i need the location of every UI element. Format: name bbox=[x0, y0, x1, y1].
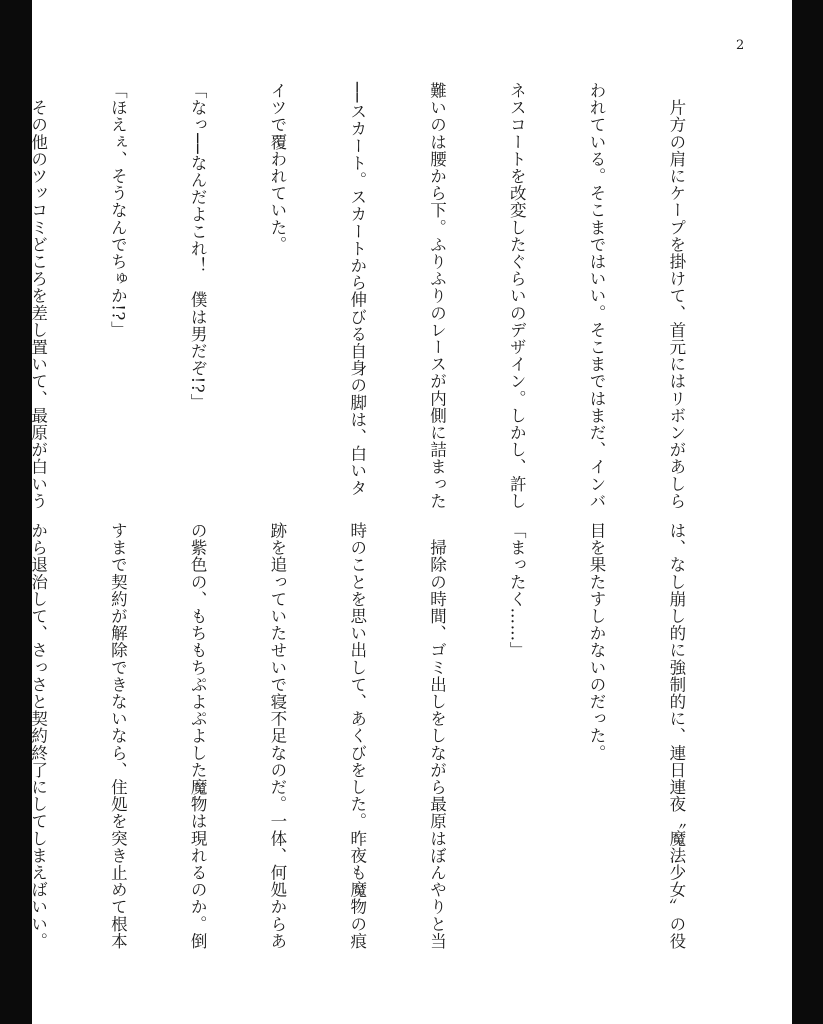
text-line: 「ほえぇ、そうなんでちゅか!?」 bbox=[108, 82, 128, 339]
text-line: 片方の肩にケープを掛けて、首元にはリボンがあしら bbox=[666, 82, 686, 510]
text-line: は、なし崩し的に強制的に、連日連夜〝魔法少女〟の役 bbox=[666, 522, 686, 950]
text-line: 掃除の時間、ゴミ出しをしながら最原はぼんやりと当 bbox=[427, 522, 447, 950]
text-block-top bbox=[0, 82, 742, 510]
text-line: 時のことを思い出して、あくびをした。昨夜も魔物の痕 bbox=[347, 522, 367, 950]
text-line: ──スカート。スカートから伸びる自身の脚は、白いタ bbox=[347, 82, 367, 497]
text-line: 「まったく……」 bbox=[507, 522, 527, 659]
text-line: ネスコートを改変したぐらいのデザイン。しかし、許し bbox=[507, 82, 527, 510]
text-line: 「なっ──なんだよこれ！ 僕は男だぞ!?」 bbox=[188, 82, 208, 411]
page-number: 2 bbox=[736, 38, 745, 53]
text-line: その他のツッコミどころを差し置いて、最原が白いう bbox=[28, 82, 48, 510]
text-line: われている。そこまではいい。そこまではまだ、インバ bbox=[587, 82, 607, 510]
text-line: すまで契約が解除できないなら、住処を突き止めて根本 bbox=[108, 522, 128, 950]
text-line: 跡を追っていたせいで寝不足なのだ。一体、何処からあ bbox=[267, 522, 287, 950]
text-line: から退治して、さっさと契約終了にしてしまえばいい。 bbox=[28, 522, 48, 950]
text-line: イツで覆われていた。 bbox=[267, 82, 287, 253]
text-line: 目を果たすしかないのだった。 bbox=[587, 522, 607, 762]
text-line: 難いのは腰から下。ふりふりのレースが内側に詰まった bbox=[427, 82, 447, 510]
text-block-bottom bbox=[0, 522, 742, 952]
text-line: の紫色の、もちもちぷよぷよした魔物は現れるのか。倒 bbox=[188, 522, 208, 950]
book-page[interactable] bbox=[28, 0, 792, 1024]
